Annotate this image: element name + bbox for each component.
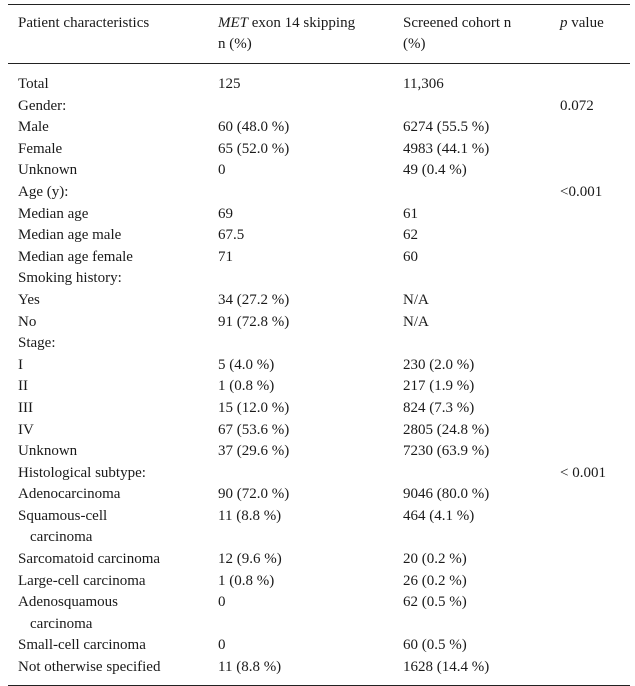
row-label: Female [18,140,63,157]
table-row [8,549,630,571]
row-label-cell [8,312,208,334]
met-exon14-value: 15 (12.0 %) [218,399,290,416]
row-label: Small-cell carcinoma [18,637,146,654]
screened-cohort-value [393,96,550,118]
screened-cohort-value: 217 (1.9 %) [403,378,475,395]
row-label: Median age [18,205,89,222]
patient-characteristics-table [8,4,630,686]
table-row [8,657,630,685]
screened-cohort-value: 60 [403,248,418,265]
header-p-value [550,5,630,64]
row-label: Not otherwise specified [18,659,161,676]
table-row [8,333,630,355]
met-exon14-value: 65 (52.0 %) [218,140,290,157]
table-row [8,376,630,398]
met-exon14-value: 1 (0.8 %) [218,378,275,395]
header-patient-characteristics [8,5,208,64]
row-label-cell [8,571,208,593]
met-exon14-value: 60 (48.0 %) [218,119,290,136]
row-label-cell [8,376,208,398]
row-label: II [18,378,28,395]
table-row [8,290,630,312]
met-exon14-value: 11 (8.8 %) [218,659,282,676]
table-row [8,182,630,204]
row-label-cell [8,441,208,463]
p-value [550,398,630,420]
row-label: IV [18,421,34,438]
header-screened-cohort [393,5,550,64]
table-row [8,398,630,420]
met-exon14-value: 69 [218,205,233,222]
row-label: Adenosquamous [18,594,118,611]
header-p-italic: p [560,15,568,31]
row-label-cell [8,549,208,571]
header-screened-line2: (%) [403,36,426,52]
table-row [8,160,630,182]
p-value [550,312,630,334]
header-met-italic: MET [218,15,248,31]
row-label-cell [8,96,208,118]
p-value [550,571,630,593]
met-exon14-value: 67 (53.6 %) [218,421,290,438]
table-row [8,204,630,226]
row-label-cell [8,290,208,312]
table-row [8,64,630,96]
row-label: Sarcomatoid carcinoma [18,551,161,568]
table-row [8,355,630,377]
table-row [8,635,630,657]
row-label: Total [18,76,49,92]
screened-cohort-value: 4983 (44.1 %) [403,140,490,157]
table-row [8,463,630,485]
p-value [550,117,630,139]
screened-cohort-value: 11,306 [403,76,444,92]
met-exon14-value: 34 (27.2 %) [218,291,290,308]
screened-cohort-value [393,268,550,290]
met-exon14-value [208,463,393,485]
screened-cohort-value: 7230 (63.9 %) [403,443,490,460]
met-exon14-value: 0 [218,162,226,179]
screened-cohort-value: 20 (0.2 %) [403,551,467,568]
screened-cohort-value: N/A [403,313,429,330]
screened-cohort-value: 62 (0.5 %) [403,594,467,611]
p-value: 0.072 [560,97,594,114]
table-row [8,96,630,118]
table-row [8,592,630,635]
met-exon14-value: 125 [218,76,241,92]
table-row [8,247,630,269]
screened-cohort-value: 824 (7.3 %) [403,399,475,416]
row-label: I [18,356,23,373]
row-label: Histological subtype: [18,464,146,481]
row-label-cell [8,420,208,442]
screened-cohort-value: 464 (4.1 %) [403,507,475,524]
row-label-cell [8,64,208,96]
row-label-cell [8,268,208,290]
header-col1-text: Patient characteristics [18,15,150,31]
table-row [8,225,630,247]
row-label: Median age male [18,227,122,244]
p-value [550,290,630,312]
met-exon14-value [208,96,393,118]
header-met-line2: n (%) [218,36,252,52]
screened-cohort-value: 1628 (14.4 %) [403,659,490,676]
p-value [550,441,630,463]
p-value [550,592,630,635]
p-value [550,420,630,442]
p-value [550,635,630,657]
p-value [550,484,630,506]
screened-cohort-value: 9046 (80.0 %) [403,486,490,503]
p-value [550,355,630,377]
row-label: Squamous-cell [18,507,108,524]
row-label-cell [8,225,208,247]
screened-cohort-value: 6274 (55.5 %) [403,119,490,136]
screened-cohort-value: 2805 (24.8 %) [403,421,490,438]
header-met-rest: exon 14 skipping [248,15,356,31]
row-label-cell [8,204,208,226]
row-label-cell [8,333,208,355]
row-label: Gender: [18,97,67,114]
table-row [8,571,630,593]
p-value: <0.001 [560,183,603,200]
met-exon14-value: 5 (4.0 %) [218,356,275,373]
met-exon14-value: 0 [218,594,226,611]
patient-characteristics-table-container [8,4,630,686]
row-label: Yes [18,291,40,308]
row-label: Adenocarcinoma [18,486,121,503]
row-label-cell [8,592,208,635]
met-exon14-value: 11 (8.8 %) [218,507,282,524]
p-value [550,160,630,182]
met-exon14-value: 0 [218,637,226,654]
p-value [550,225,630,247]
met-exon14-value: 91 (72.8 %) [218,313,290,330]
row-label-cell [8,463,208,485]
row-label: Male [18,119,49,136]
row-label-cell [8,398,208,420]
header-row [8,5,630,64]
met-exon14-value: 37 (29.6 %) [218,443,290,460]
table-row [8,506,630,549]
screened-cohort-value: 61 [403,205,418,222]
p-value [550,506,630,549]
met-exon14-value [208,268,393,290]
row-label-cell [8,139,208,161]
screened-cohort-value: 62 [403,227,418,244]
p-value [550,549,630,571]
screened-cohort-value [393,463,550,485]
row-label: Age (y): [18,183,69,200]
row-label: Median age female [18,248,133,265]
table-row [8,484,630,506]
table-header [8,5,630,64]
table-body [8,64,630,686]
met-exon14-value [208,333,393,355]
row-label: Unknown [18,443,78,460]
p-value [550,268,630,290]
met-exon14-value: 67.5 [218,227,245,244]
row-label: Stage: [18,335,56,352]
row-label-cell [8,506,208,549]
p-value: < 0.001 [560,464,606,481]
row-label-cell [8,182,208,204]
row-label-continuation: carcinoma [30,615,93,632]
row-label-continuation: carcinoma [30,529,93,546]
met-exon14-value: 1 (0.8 %) [218,572,275,589]
table-row [8,268,630,290]
p-value [550,139,630,161]
p-value [550,64,630,96]
screened-cohort-value: 230 (2.0 %) [403,356,475,373]
met-exon14-value: 71 [218,248,233,265]
row-label-cell [8,635,208,657]
row-label: Unknown [18,162,78,179]
screened-cohort-value: N/A [403,291,429,308]
row-label: Smoking history: [18,270,122,287]
p-value [550,247,630,269]
row-label-cell [8,657,208,685]
row-label: No [18,313,37,330]
table-row [8,441,630,463]
row-label-cell [8,247,208,269]
header-met-exon14 [208,5,393,64]
p-value [550,657,630,685]
row-label-cell [8,160,208,182]
screened-cohort-value: 49 (0.4 %) [403,162,467,179]
row-label-cell [8,355,208,377]
table-row [8,139,630,161]
met-exon14-value: 90 (72.0 %) [218,486,290,503]
screened-cohort-value: 26 (0.2 %) [403,572,467,589]
p-value [550,333,630,355]
row-label-cell [8,484,208,506]
header-screened-line1: Screened cohort n [403,15,512,31]
p-value [550,204,630,226]
row-label: Large-cell carcinoma [18,572,146,589]
p-value [550,376,630,398]
screened-cohort-value: 60 (0.5 %) [403,637,467,654]
row-label: III [18,399,33,416]
table-row [8,420,630,442]
met-exon14-value: 12 (9.6 %) [218,551,282,568]
table-row [8,117,630,139]
screened-cohort-value [393,182,550,204]
table-row [8,312,630,334]
row-label-cell [8,117,208,139]
screened-cohort-value [393,333,550,355]
header-p-rest: value [567,15,604,31]
met-exon14-value [208,182,393,204]
